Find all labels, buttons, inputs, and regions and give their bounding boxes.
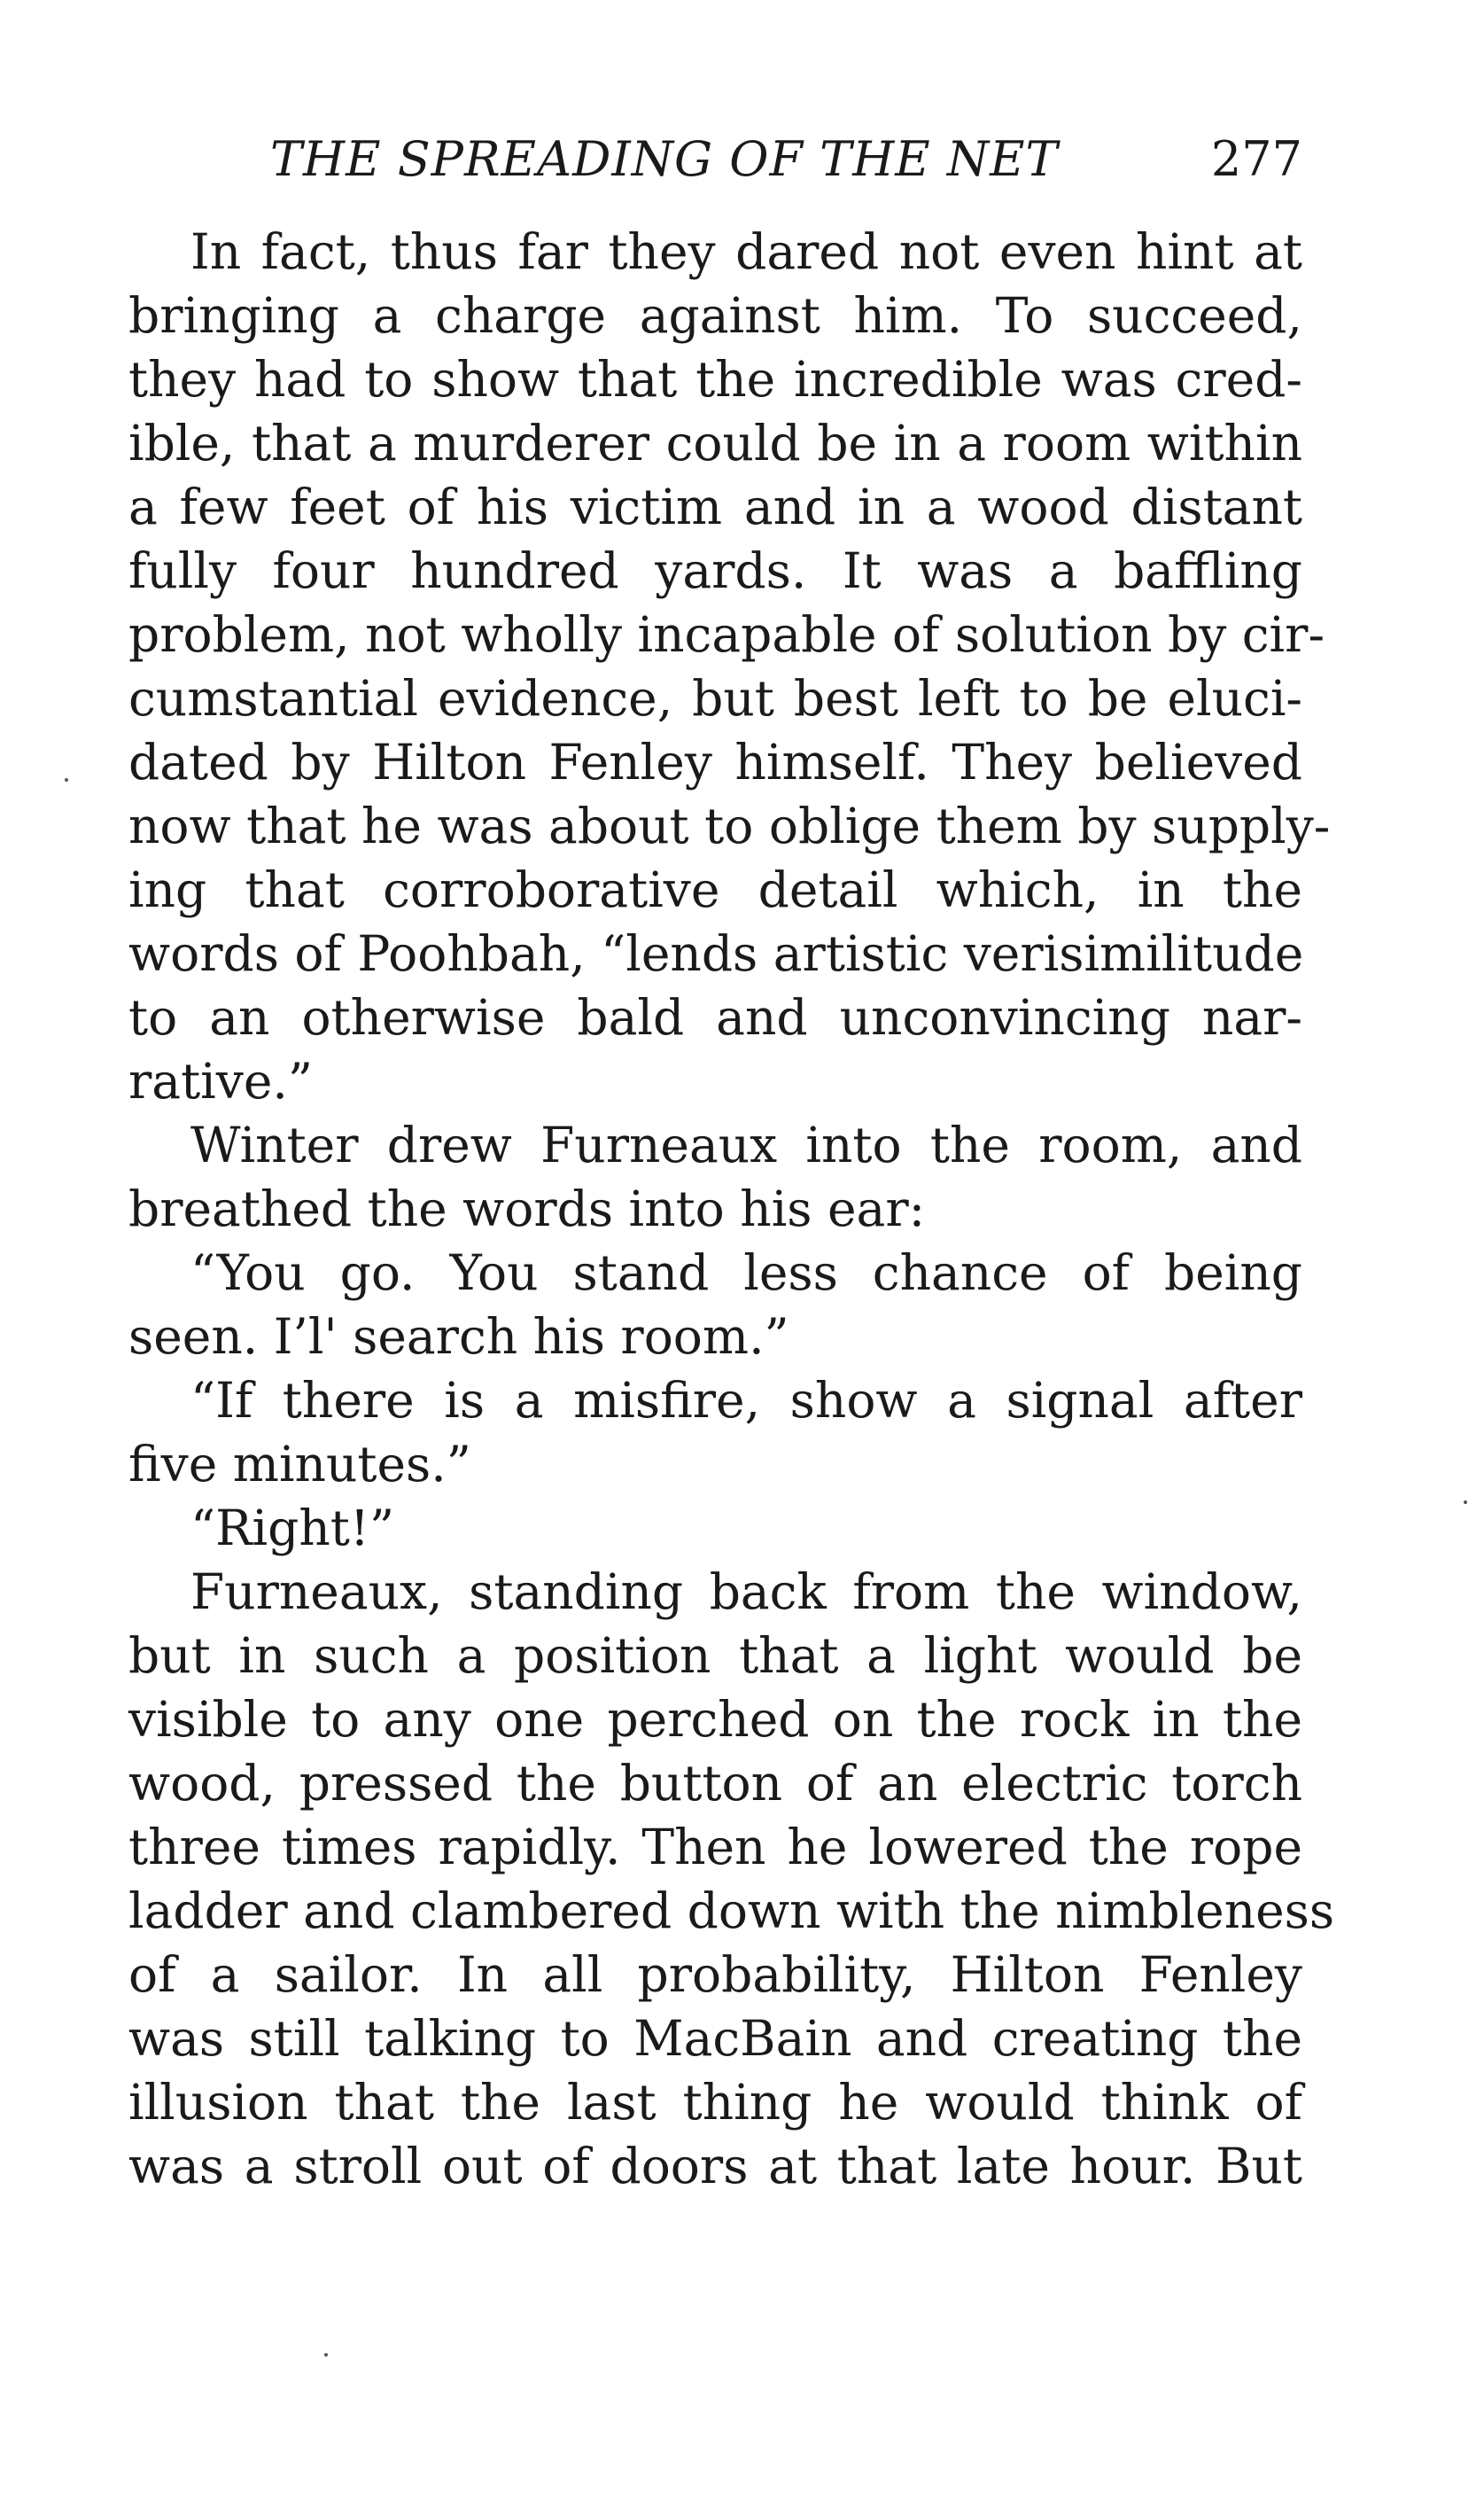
text-line: three times rapidly. Then he lowered the rope: [128, 1819, 1302, 1875]
text-line: was still talking to MacBain and creating the: [128, 2010, 1302, 2067]
print-speck: [65, 778, 68, 782]
text-line: but in such a position that a light would be: [128, 1627, 1302, 1684]
text-line: illusion that the last thing he would think of: [128, 2074, 1302, 2131]
text-line: “If there is a misfire, show a signal after: [190, 1372, 1302, 1429]
text-line: of a sailor. In all probability, Hilton Fenley: [128, 1946, 1302, 2003]
text-line: they had to show that the incredible was cred-: [128, 351, 1302, 408]
text-line: ing that corroborative detail which, in the: [128, 861, 1302, 918]
text-line: rative.”: [128, 1053, 313, 1110]
text-line: “You go. You stand less chance of being: [190, 1244, 1302, 1301]
text-line: visible to any one perched on the rock in the: [128, 1691, 1302, 1748]
text-line: cumstantial evidence, but best left to be eluci-: [128, 670, 1302, 727]
text-line: Furneaux, standing back from the window,: [190, 1563, 1302, 1620]
text-line: breathed the words into his ear:: [128, 1181, 926, 1237]
body-text: [128, 220, 1335, 2198]
text-line: Winter drew Furneaux into the room, and: [190, 1117, 1302, 1173]
print-speck: [1464, 1500, 1467, 1504]
text-line: five minutes.”: [128, 1436, 471, 1492]
text-line: ible, that a murderer could be in a room within: [128, 415, 1302, 471]
text-line: now that he was about to oblige them by supply-: [128, 798, 1331, 854]
text-line: In fact, thus far they dared not even hint at: [190, 223, 1302, 280]
text-line: “Right!”: [190, 1500, 395, 1556]
text-line: bringing a charge against him. To succeed,: [128, 287, 1302, 344]
text-line: wood, pressed the button of an electric torch: [128, 1755, 1302, 1812]
running-head: [128, 120, 1302, 199]
text-line: fully four hundred yards. It was a baffling: [128, 542, 1302, 599]
text-line: ladder and clambered down with the nimbleness: [128, 1882, 1335, 1939]
print-speck: [324, 2353, 328, 2357]
text-line: seen. I’l' search his room.”: [128, 1308, 789, 1365]
text-line: a few feet of his victim and in a wood distant: [128, 479, 1302, 535]
running-head-title: THE SPREADING OF THE NET: [270, 131, 1059, 187]
page-number: 277: [1210, 131, 1302, 187]
text-line: was a stroll out of doors at that late hour. But: [128, 2138, 1302, 2194]
text-line: to an otherwise bald and unconvincing nar-: [128, 989, 1302, 1046]
text-line: dated by Hilton Fenley himself. They believed: [128, 734, 1302, 791]
text-line: problem, not wholly incapable of solution by cir-: [128, 606, 1325, 663]
text-line: words of Poohbah, “lends artistic verisimilitude: [128, 925, 1304, 982]
